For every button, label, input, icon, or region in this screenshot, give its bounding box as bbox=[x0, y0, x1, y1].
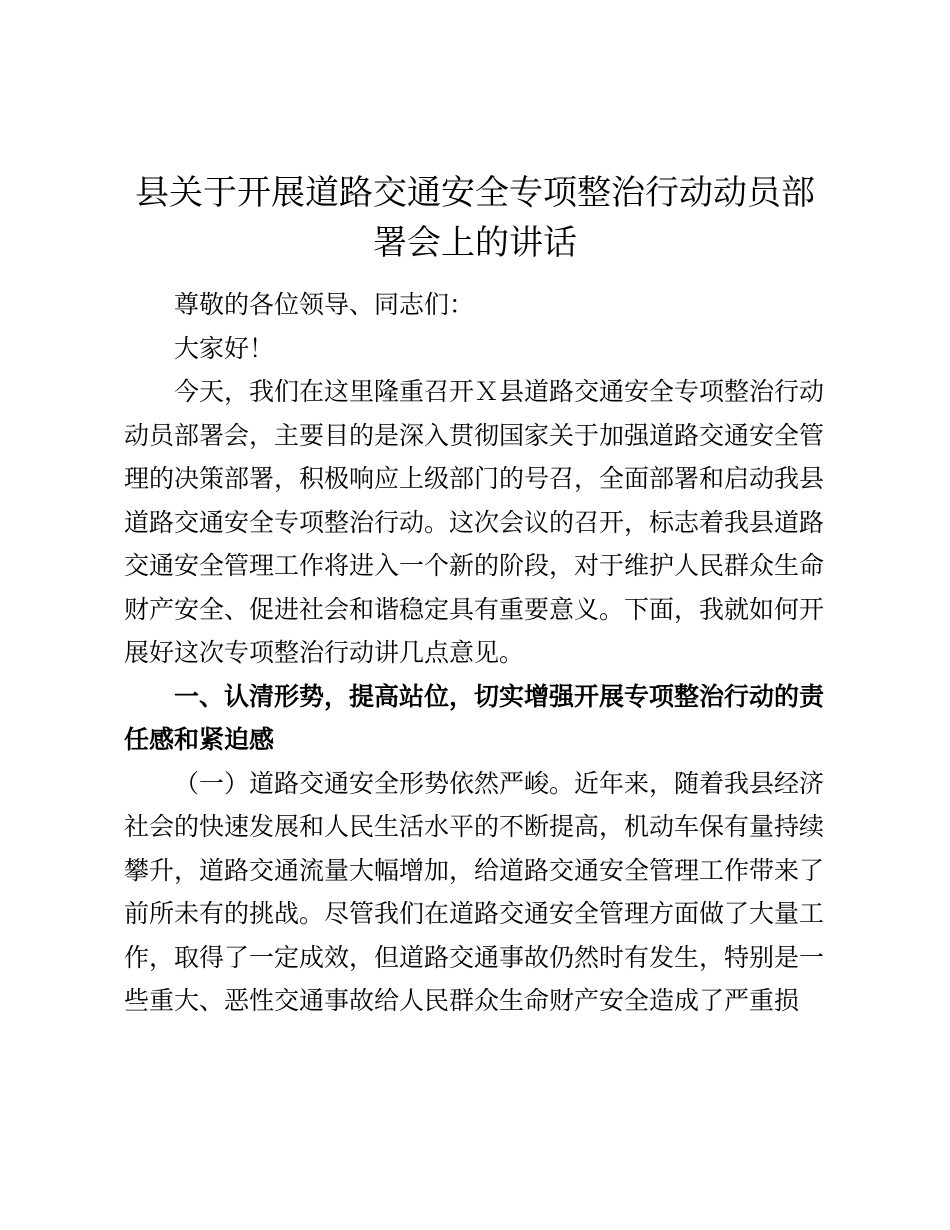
paragraph-situation: （一）道路交通安全形势依然严峻。近年来，随着我县经济社会的快速发展和人民生活水平的不断提高，机动车保有量持续攀升，道路交通流量大幅增加，给道路交通安全管理工作带来了前所未有的挑战。尽管我们在道路交通安全管理方面做了大量工作，取得了一定成效，但道路交通事故仍然时有发生，特别是一些重大、恶性交通事故给人民群众生命财产安全造成了严重损 bbox=[124, 768, 825, 1015]
greeting: 大家好！ bbox=[174, 333, 275, 363]
document-body bbox=[124, 283, 824, 1023]
paragraph-intro: 今天，我们在这里隆重召开Ｘ县道路交通安全专项整治行动动员部署会，主要目的是深入贯彻国家关于加强道路交通安全管理的决策部署，积极响应上级部门的号召，全面部署和启动我县道路交通安全专项整治行动。这次会议的召开，标志着我县道路交通安全管理工作将进入一个新的阶段，对于维护人民群众生命财产安全、促进社会和谐稳定具有重要意义。下面，我就如何开展好这次专项整治行动讲几点意见。 bbox=[124, 377, 825, 667]
salutation: 尊敬的各位领导、同志们： bbox=[174, 290, 475, 319]
document-title: 县关于开展道路交通安全专项整治行动动员部署会上的讲话 bbox=[135, 173, 815, 263]
section-heading-1: 一、认清形势，提高站位，切实增强开展专项整治行动的责任感和紧迫感 bbox=[124, 681, 825, 754]
